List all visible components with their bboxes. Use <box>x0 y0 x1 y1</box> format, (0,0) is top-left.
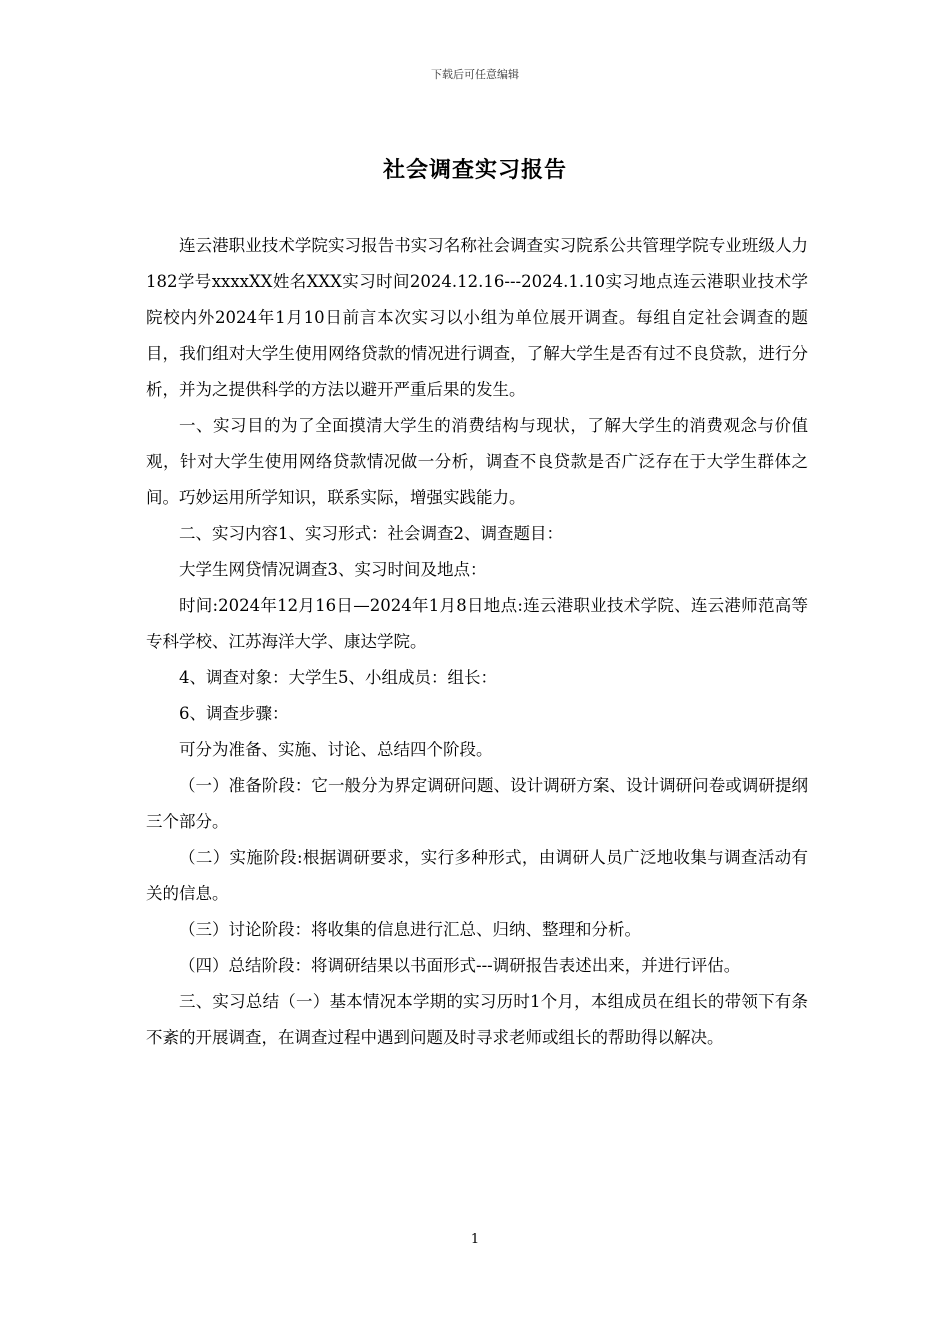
paragraph-purpose: 一、实习目的为了全面摸清大学生的消费结构与现状，了解大学生的消费观念与价值观，针对大学生使用网络贷款情况做一分析，调查不良贷款是否广泛存在于大学生群体之间。巧妙运用所学知识，联系实际，增强实践能力。 <box>146 416 808 507</box>
paragraph-steps: 6、调查步骤： <box>179 704 289 723</box>
page-number: 1 <box>470 1232 480 1247</box>
paragraph-stage-summary: （四）总结阶段：将调研结果以书面形式---调研报告表述出来，并进行评估。 <box>179 956 741 975</box>
paragraph-stage-discuss: （三）讨论阶段：将收集的信息进行汇总、归纳、整理和分析。 <box>179 920 641 939</box>
document-title: 社会调查实习报告 <box>382 158 567 183</box>
paragraph-stages: 可分为准备、实施、讨论、总结四个阶段。 <box>179 740 493 759</box>
paragraph-content: 二、实习内容1、实习形式：社会调查2、调查题目： <box>179 524 563 543</box>
paragraph-conclusion: 三、实习总结（一）基本情况本学期的实习历时1个月，本组成员在组长的带领下有条不紊的开展调查，在调查过程中遇到问题及时寻求老师或组长的帮助得以解决。 <box>146 992 808 1047</box>
document-body <box>146 228 808 1056</box>
paragraph-topic: 大学生网贷情况调查3、实习时间及地点： <box>179 560 487 579</box>
paragraph-intro: 连云港职业技术学院实习报告书实习名称社会调查实习院系公共管理学院专业班级人力182学号xxxxXX姓名XXX实习时间2024.12.16---2024.1.10实习地点连云港职业技术学院校内外2024年1月10日前言本次实习以小组为单位展开调查。每组自定社会调查的题目，我们组对大学生使用网络贷款的情况进行调查，了解大学生是否有过不良贷款，进行分析，并为之提供科学的方法以避开严重后果的发生。 <box>146 236 808 399</box>
paragraph-stage-prepare: （一）准备阶段：它一般分为界定调研问题、设计调研方案、设计调研问卷或调研提纲三个部分。 <box>146 776 808 831</box>
paragraph-time-place: 时间:2024年12月16日—2024年1月8日地点:连云港职业技术学院、连云港师范高等专科学校、江苏海洋大学、康达学院。 <box>146 596 808 651</box>
paragraph-stage-implement: （二）实施阶段:根据调研要求，实行多种形式，由调研人员广泛地收集与调查活动有关的信息。 <box>146 848 808 903</box>
header-note: 下载后可任意编辑 <box>431 68 519 81</box>
paragraph-subjects: 4、调查对象：大学生5、小组成员：组长： <box>179 668 497 687</box>
